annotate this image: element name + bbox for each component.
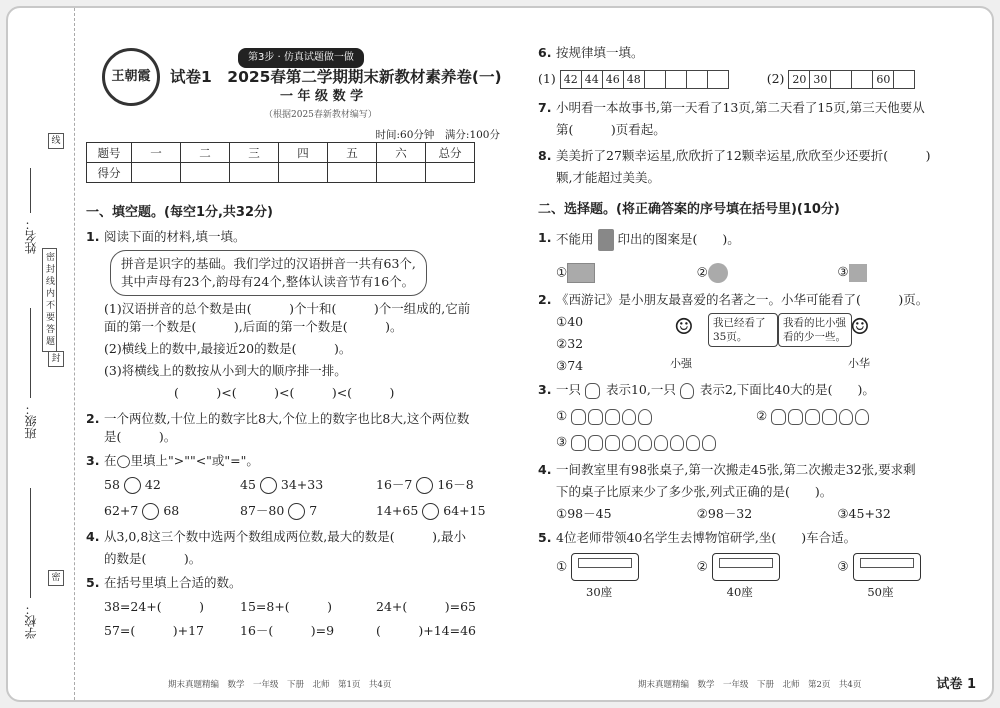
question-3: 3. 在◯里填上">""<"或"="。 58 42 45 34+33 16－7 16－8 62+7 68 87－80 7 14+65 64+15 <box>86 452 512 520</box>
sequence-boxes-2[interactable]: 20 30 60 <box>788 70 915 89</box>
exam-subtitle: 一 年 级 数 学 <box>280 89 364 104</box>
question-8: 8. 美美折了27颗幸运星,欣欣折了12颗幸运星,欣欣至少还要折( ) 颗,才能超过美美。 <box>538 148 931 185</box>
rabbit-icon <box>654 435 668 451</box>
compare-circle[interactable] <box>288 503 305 520</box>
cat-icon <box>588 435 603 451</box>
square-shape-icon <box>849 264 867 282</box>
exam-paper <box>6 6 994 702</box>
cat-icon <box>605 409 620 425</box>
rabbit-icon <box>638 409 652 425</box>
rabbit-icon <box>855 409 869 425</box>
option-animals[interactable]: ③ <box>556 433 978 451</box>
rabbit-icon <box>839 409 853 425</box>
boy-icon: ☺ <box>674 315 694 340</box>
fill-row: 38=24+( ) 15=8+( ) 24+( )=65 <box>104 599 477 614</box>
compare-circle[interactable] <box>124 477 141 494</box>
cat-icon <box>571 435 586 451</box>
seal-mark: 线 <box>48 133 64 149</box>
footer-left: 期末真题精编 数学 一年级 下册 北师 第1页 共4页 <box>168 680 392 690</box>
compare-circle[interactable] <box>416 477 433 494</box>
exam-header <box>80 8 512 141</box>
dialogue-illustration: ☺ 我已经看了35页。 我看的比小强看的少一些。 ☺ 小强 小华 <box>670 315 870 370</box>
question-2: 2. 一个两位数,十位上的数字比8大,个位上的数字也比8大,这个两位数 是( )。 <box>86 411 470 444</box>
cat-icon <box>588 409 603 425</box>
option-animals[interactable]: ② <box>756 407 871 425</box>
exam-title: 试卷1 2025春第二学期期末新教材素养卷(一) <box>170 68 502 86</box>
right-column <box>538 44 978 601</box>
reading-box: 拼音是识字的基础。我们学过的汉语拼音一共有63个, 其中声母有23个,韵母有24个,整体认读音节有16个。 <box>110 250 427 296</box>
choice-4: 4. 一间教室里有98张桌子,第一次搬走45张,第二次搬走32张,要求剩 下的桌子比原来少了多少张,列式正确的是( )。 ①98－45 ②98－32 ③45+32 <box>538 462 916 521</box>
choice-5: 5. 4位老师带领40名学生去博物馆研学,坐( )车合适。 ① ② ③ 30座 40座 50座 <box>538 529 978 601</box>
rabbit-icon <box>670 435 684 451</box>
cat-icon <box>822 409 837 425</box>
cat-icon <box>805 409 820 425</box>
cat-icon <box>771 409 786 425</box>
bus-icon <box>853 553 921 581</box>
choice-3: 3. 一只 表示10,一只 表示2,下面比40大的是( )。 ① ② ③ <box>538 381 978 451</box>
rabbit-icon <box>702 435 716 451</box>
cat-icon <box>571 409 586 425</box>
sequence-boxes-1[interactable]: 42 44 46 48 <box>560 70 729 89</box>
stamp-block-icon <box>598 229 614 251</box>
time-score: 时间:60分钟 满分:100分 <box>375 129 500 141</box>
footer-right: 期末真题精编 数学 一年级 下册 北师 第2页 共4页 <box>638 680 862 690</box>
question-1: 1. 阅读下面的材料,填一填。 拼音是识字的基础。我们学过的汉语拼音一共有63个, 其中声母有23个,韵母有24个,整体认读音节有16个。 (1)汉语拼音的总个数是由( )个十和( )个一组成的,它前 面的第一个数是( ),后面的第一个数是( )。 (2)横线上的数中,最接近20的数是( )。 (3)将横线上的数按从小到大的顺序排一排。 ( )<( )<( )<( ) <box>86 229 471 400</box>
question-6: 6. 按规律填一填。 (1) 42 44 46 48 (2) 20 30 60 <box>538 44 978 89</box>
step-tag: 第3步 · 仿真试题做一做 <box>238 48 364 68</box>
brand-logo: 王朝霞 <box>102 48 160 106</box>
fill-row: 57=( )+17 16－( )=9 ( )+14=46 <box>104 623 477 638</box>
option-animals[interactable]: ① <box>556 407 756 425</box>
rabbit-icon <box>638 435 652 451</box>
compare-circle[interactable] <box>422 503 439 520</box>
bus-icon <box>712 553 780 581</box>
choice-1: 1. 不能用 印出的图案是( )。 ① ② ③ <box>538 229 978 283</box>
question-4: 4. 从3,0,8这三个数中选两个数组成两位数,最大的数是( ),最小 的数是( )。 <box>86 529 467 566</box>
rabbit-icon <box>680 383 694 399</box>
left-column <box>80 8 512 638</box>
rectangle-shape-icon <box>567 263 595 283</box>
girl-icon: ☺ <box>850 315 870 340</box>
rabbit-icon <box>622 409 636 425</box>
compare-row: 58 42 45 34+33 16－7 16－8 <box>104 477 474 492</box>
compare-circle[interactable] <box>260 477 277 494</box>
cat-icon <box>788 409 803 425</box>
rabbit-icon <box>622 435 636 451</box>
score-table <box>86 142 475 183</box>
compare-row: 62+7 68 87－80 7 14+65 64+15 <box>104 503 486 518</box>
binding-margin <box>8 8 75 700</box>
section-heading: 二、选择题。(将正确答案的序号填在括号里)(10分) <box>538 202 840 217</box>
circle-shape-icon <box>708 263 728 283</box>
seal-notice: 密封线内不要答题 <box>42 248 57 352</box>
score-header-row: 题号 一 二 三 四 五 六 总分 <box>87 143 475 163</box>
seal-mark: 密 <box>48 570 64 586</box>
sequence-row: (1) 42 44 46 48 (2) 20 30 60 <box>538 70 978 89</box>
section-heading: 一、填空题。(每空1分,共32分) <box>86 205 273 220</box>
rabbit-icon <box>686 435 700 451</box>
choice-2: 2. 《西游记》是小朋友最喜爱的名著之一。小华可能看了( )页。 ①40 ②32 ③74 ☺ 我已经看了35页。 我看的比小强看的少一些。 ☺ 小强 小华 <box>538 291 978 375</box>
class-label: 班级： <box>24 403 38 439</box>
cat-icon <box>605 435 620 451</box>
school-label: 学校： <box>24 603 38 639</box>
question-7: 7. 小明看一本故事书,第一天看了13页,第二天看了15页,第三天他要从 第( )页看起。 <box>538 100 925 137</box>
seal-mark: 封 <box>48 351 64 367</box>
question-5: 5. 在括号里填上合适的数。 38=24+( ) 15=8+( ) 24+( )=65 57=( )+17 16－( )=9 ( )+14=46 <box>86 574 512 640</box>
bus-icon <box>571 553 639 581</box>
name-label: 姓名： <box>24 218 38 254</box>
page-tag: 试卷 1 <box>936 677 976 692</box>
cat-icon <box>585 383 600 399</box>
score-value-row: 得分 <box>87 163 475 183</box>
compare-circle[interactable] <box>142 503 159 520</box>
edition-note: （根据2025春新教材编写） <box>264 110 377 120</box>
